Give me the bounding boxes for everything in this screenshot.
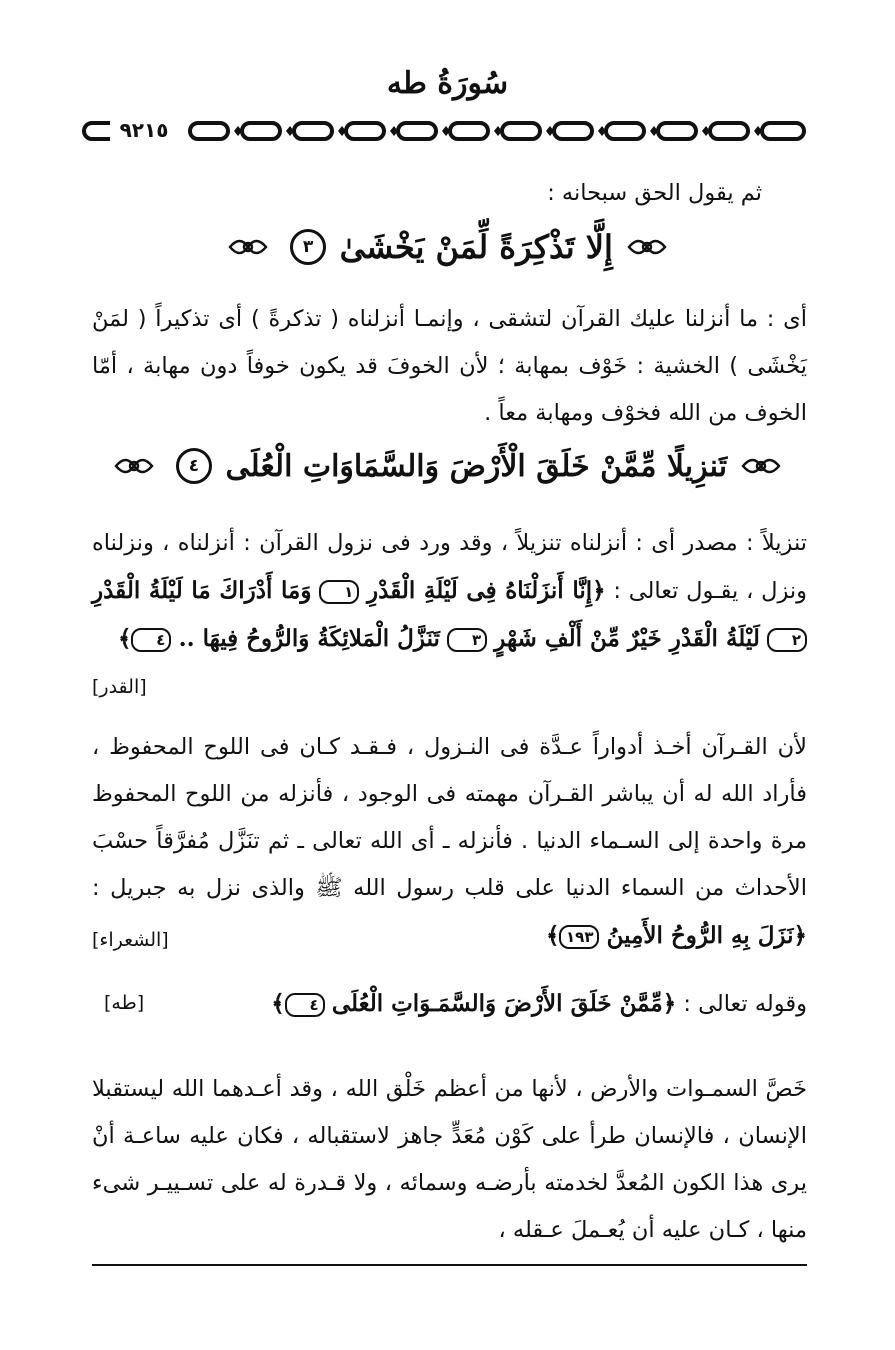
ornament-flower-icon xyxy=(112,451,156,481)
paragraph-1: أى : ما أنزلنا عليك القرآن لتشقى ، وإنمـا أنزلناه ( تذكرةً ) أى تذكيراً ( لمَنْ يَخْشَى ) الخشية : خَوْف بمهابة ؛ لأن الخوفَ قد يكون خوفاً دون مهابة ، أمّا الخوف من الله فخوْف ومهابة معاً . xyxy=(92,306,807,426)
quote-qadr-4-text: تَنَزَّلُ الْمَلائِكَةُ وَالرُّوحُ فِيهَا .. xyxy=(178,625,440,652)
quote-qadr-1-text: إِنَّا أَنزَلْنَاهُ فِى لَيْلَةِ الْقَدْرِ xyxy=(367,577,593,604)
reference-shuara: [الشعراء] xyxy=(92,929,169,951)
quote-close-bracket: ﴾ xyxy=(546,922,560,949)
ornament-flower-icon xyxy=(625,232,669,262)
ornament-bar xyxy=(80,118,810,144)
ayah-number: ١ xyxy=(319,580,359,604)
footer-rule xyxy=(92,1264,807,1266)
verse-2-number: ٤ xyxy=(176,448,212,484)
quote-close-bracket: ﴾ xyxy=(117,625,132,652)
ayah-number: ١٩٣ xyxy=(559,925,599,949)
paragraph-3-lead: لأن القـرآن أخـذ أدواراً عـدَّة فى النـزول ، فـقـد كـان فى اللوح المحفوظ ، فأراد الله له أن يباشر القـرآن مهمته فى الوجود ، فأنزله من اللوح المحفوظ مرة واحدة إلى السـماء الدنيا . فأنزله ـ أى الله تعالى ـ ثم تنَزَّل مُفرَّقاً حسْبَ الأحداث من السماء الدنيا على قلب رسول الله ﷺ والذى نزل به جبريل : xyxy=(92,734,807,901)
quote-close-bracket: ﴾ xyxy=(271,990,285,1017)
intro-line: ثم يقول الحق سبحانه : xyxy=(547,180,762,206)
ayah-number: ٤ xyxy=(131,628,171,652)
reference-qadr: [القدر] xyxy=(92,676,147,698)
verse-block-2 xyxy=(0,448,895,484)
quote-shuara-text: نَزَلَ بِهِ الرُّوحُ الأَمِينُ xyxy=(606,922,794,949)
quote-qadr-2: وَمَا أَدْرَاكَ مَا لَيْلَةُ الْقَدْرِ xyxy=(92,577,312,604)
paragraph-4-lead: وقوله تعالى : xyxy=(683,991,807,1017)
paragraph-3 xyxy=(92,724,807,960)
page-number: ٩٢١٥ xyxy=(110,116,178,144)
paragraph-4 xyxy=(92,980,807,1028)
verse-1-text: إِلَّا تَذْكِرَةً لِّمَنْ يَخْشَىٰ xyxy=(339,228,613,266)
paragraph-5: خَصَّ السمـوات والأرض ، لأنها من أعظم خَلْق الله ، وقد أعـدهما الله ليستقبلا الإنسان ، فالإنسان طرأ على كَوْن مُعَدٍّ جاهز لاستقباله ، فكان عليه ساعـة أنْ يرى هذا الكون المُعدَّ لخدمته بأرضـه وسمائه ، ولا قـدرة له على تسـييـر شىء منها ، كـان عليه أن يُعـملَ عـقله ، xyxy=(92,1076,807,1243)
verse-block-1 xyxy=(0,228,895,266)
ornament-flower-icon xyxy=(739,451,783,481)
paragraph-2-lead: تنزيلاً : مصدر أى : أنزلناه تنزيلاً ، وقد ورد فى نزول القرآن : أنزلناه ، ونزلناه ونزل ، يقـول تعالى : xyxy=(92,530,808,604)
ayah-number: ٣ xyxy=(447,628,487,652)
quote-qadr-3: لَيْلَةُ الْقَدْرِ خَيْرٌ مِّنْ أَلْفِ شَهْرٍ xyxy=(494,625,760,652)
quote-taha: ﴿مِّمَّنْ خَلَقَ الأَرْضَ وَالسَّمَـوَاتِ الْعُلَى xyxy=(331,990,677,1017)
reference-taha: [طه] xyxy=(104,992,145,1014)
ornament-flower-icon xyxy=(226,232,270,262)
surah-title: سُورَةُ طه xyxy=(386,66,509,101)
ayah-number: ٤ xyxy=(285,993,325,1017)
verse-1-number: ٣ xyxy=(290,229,326,265)
quote-qadr-4 xyxy=(179,625,440,652)
ayah-number: ٢ xyxy=(767,628,807,652)
quote-taha-text: مِّمَّنْ خَلَقَ الأَرْضَ وَالسَّمَـوَاتِ الْعُلَى xyxy=(331,990,663,1017)
paragraph-2 xyxy=(92,520,807,663)
verse-2-text: تَنزِيلًا مِّمَّنْ خَلَقَ الْأَرْضَ وَالسَّمَاوَاتِ الْعُلَى xyxy=(225,448,728,484)
quote-qadr-1: ﴿إِنَّا أَنزَلْنَاهُ فِى لَيْلَةِ الْقَدْرِ xyxy=(367,577,606,604)
quote-shuara: ﴿نَزَلَ بِهِ الرُّوحُ الأَمِينُ xyxy=(606,922,807,949)
